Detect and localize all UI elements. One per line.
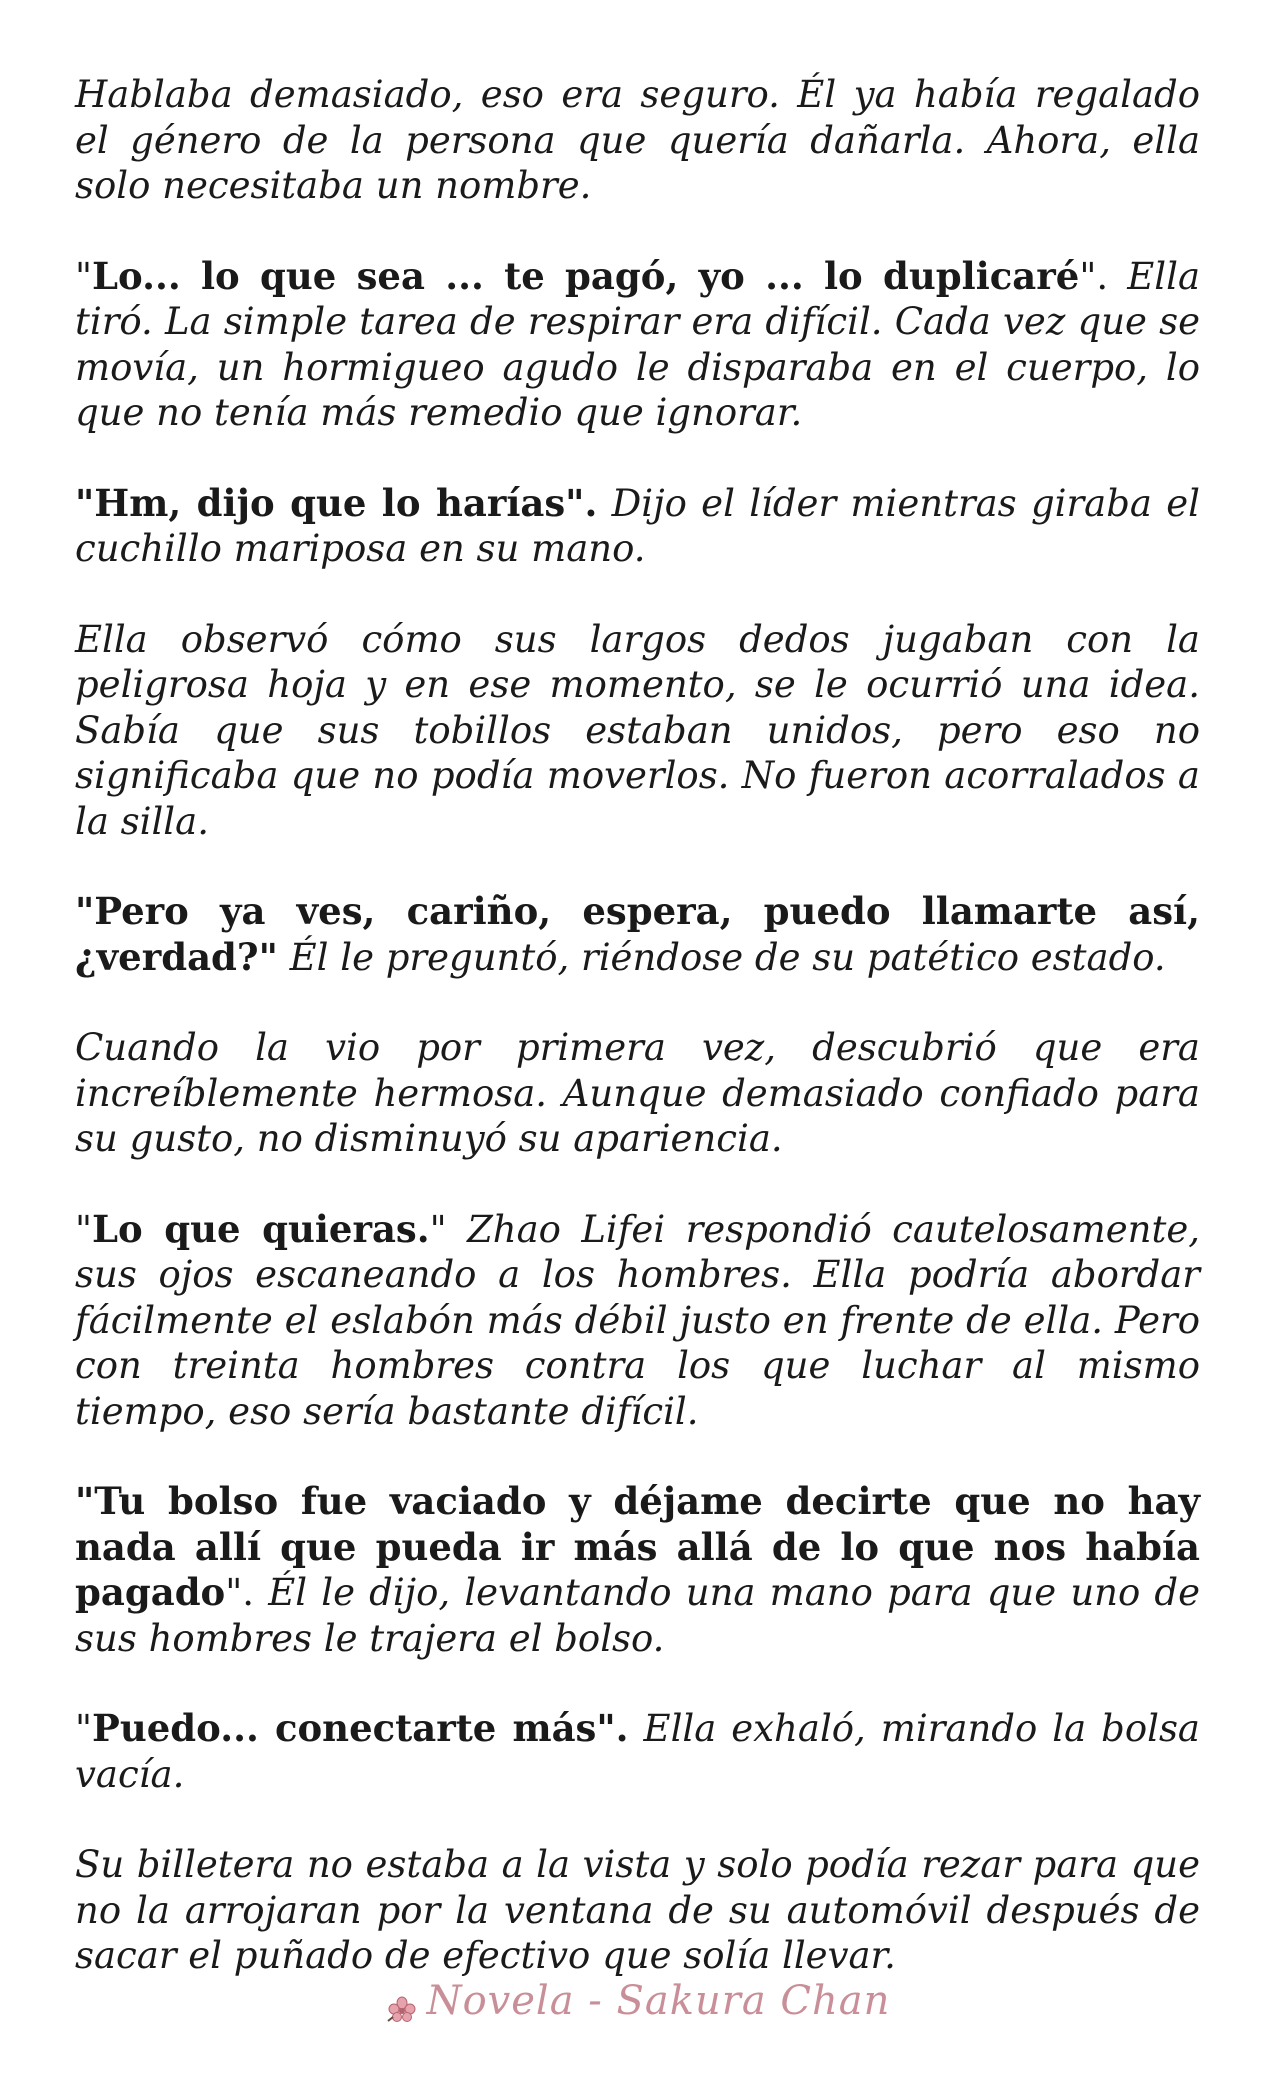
quote-mark: " <box>75 1707 93 1750</box>
narration: Ella observó cómo sus largos dedos jugaban con la peligrosa hoja y en ese momento, se le ocurrió una idea. Sabía que sus tobillos estaban unidos, pero eso no significaba que no podía moverlos. No fueron acorralados a la silla. <box>75 617 1200 843</box>
narration: Hablaba demasiado, eso era seguro. Él ya había regalado el género de la persona que quería dañarla. Ahora, ella solo necesitaba un nombre. <box>75 73 1200 207</box>
paragraph <box>75 1207 1200 1435</box>
narration: Cuando la vio por primera vez, descubrió que era increíblemente hermosa. Aunque demasiado confiado para su gusto, no disminuyó su apariencia. <box>75 1026 1200 1160</box>
quote-mark: " <box>75 1207 93 1251</box>
narration: Ella exhaló, mirando la bolsa vacía. <box>75 1707 1200 1796</box>
quote-mark: " <box>75 254 93 298</box>
paragraph <box>75 1025 1200 1162</box>
narration: Zhao Lifei respondió cautelosamente, sus ojos escaneando a los hombres. Ella podría abordar fácilmente el eslabón más débil justo en frente de ella. Pero con treinta hombres contra los que luchar al mismo tiempo, eso sería bastante difícil. <box>75 1207 1200 1433</box>
watermark <box>0 1978 1275 2024</box>
dialogue: Lo... lo que sea ... te pagó, yo ... lo duplicaré <box>92 253 1080 298</box>
dialogue: Puedo... conectarte más". <box>92 1706 629 1750</box>
narration: Su billetera no estaba a la vista y solo podía rezar para que no la arrojaran por la ventana de su automóvil después de sacar el puñado de efectivo que solía llevar. <box>75 1843 1200 1977</box>
dialogue: Lo que quieras. <box>92 1206 430 1251</box>
paragraph <box>75 889 1200 980</box>
paragraph <box>75 1706 1200 1797</box>
dialogue: "Hm, dijo que lo harías". <box>75 480 598 525</box>
dialogue: "Pero ya ves, cariño, espera, puedo llamarte así, ¿verdad?" <box>75 889 1200 979</box>
quote-mark: ". <box>225 1571 269 1614</box>
paragraph <box>75 481 1200 572</box>
paragraph <box>75 617 1200 845</box>
narration: Ella tiró. La simple tarea de respirar era difícil. Cada vez que se movía, un hormigueo agudo le disparaba en el cuerpo, lo que no tenía más remedio que ignorar. <box>75 254 1201 434</box>
paragraph <box>75 1479 1200 1661</box>
watermark-text: Novela - Sakura Chan <box>426 1978 891 2024</box>
narration: Él le dijo, levantando una mano para que uno de sus hombres le trajera el bolso. <box>75 1571 1201 1660</box>
quote-mark: ". <box>1079 254 1128 298</box>
paragraph <box>75 1842 1200 1979</box>
paragraph <box>75 72 1200 209</box>
narration: Él le preguntó, riéndose de su patético estado. <box>277 935 1166 979</box>
sakura-flower-icon <box>385 1989 419 2019</box>
story-text <box>75 72 1200 2024</box>
paragraph <box>75 254 1200 436</box>
narration: Dijo el líder mientras giraba el cuchillo mariposa en su mano. <box>75 481 1200 570</box>
dialogue: "Tu bolso fue vaciado y déjame decirte que no hay nada allí que pueda ir más allá de lo que nos había pagado <box>75 1479 1200 1614</box>
quote-mark: " <box>429 1207 468 1251</box>
